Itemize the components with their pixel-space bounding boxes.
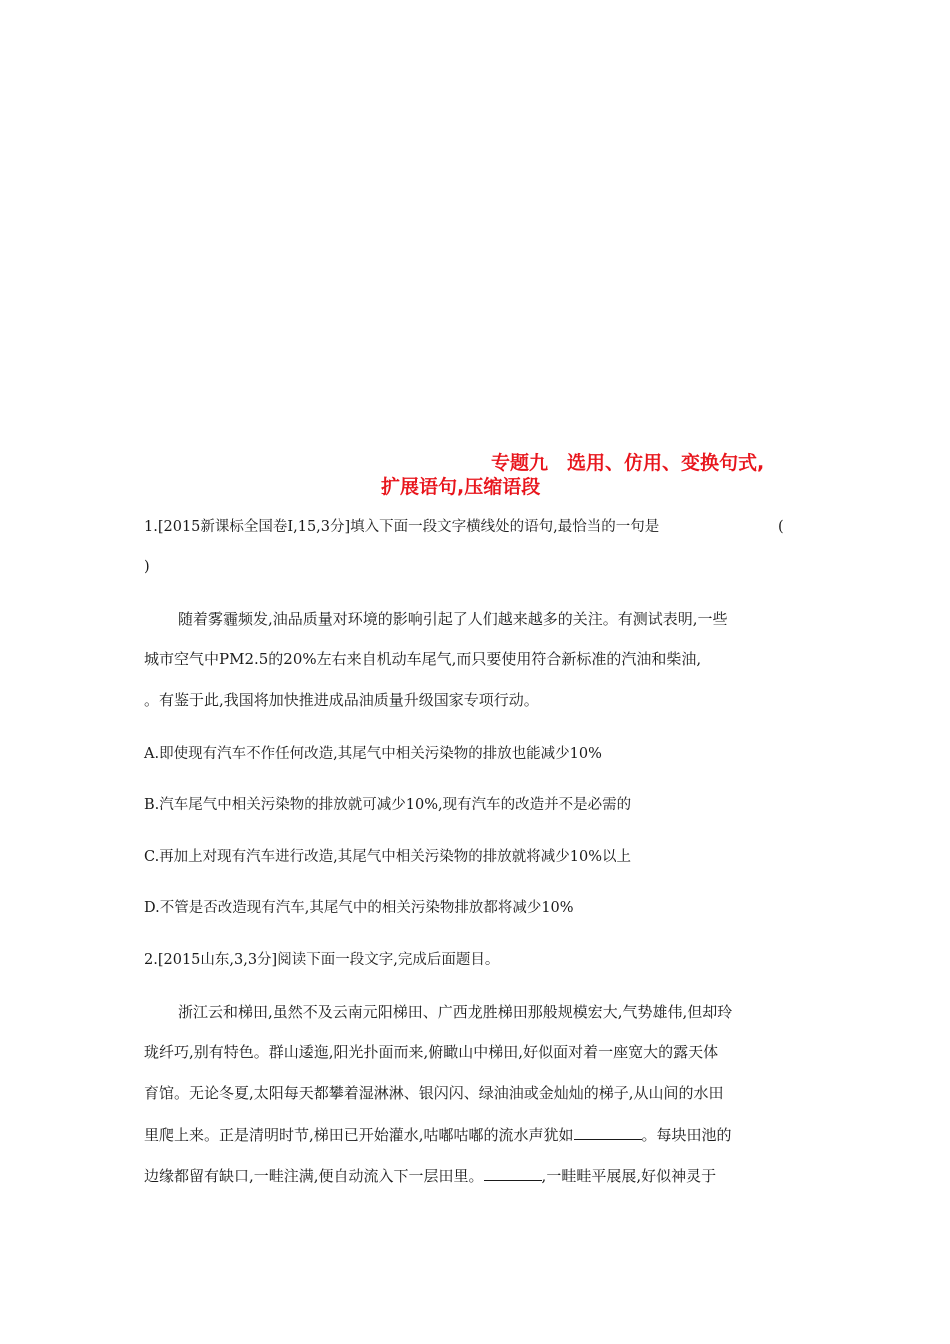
question-2-passage-line: 珑纤巧,别有特色。群山逶迤,阳光扑面而来,俯瞰山中梯田,好似面对着一座宽大的露天体: [144, 1043, 719, 1061]
answer-paren-close: ): [144, 559, 150, 575]
option-a: A.即使现有汽车不作任何改造,其尾气中相关污染物的排放也能减少10%: [144, 746, 602, 762]
question-2-passage-line: 育馆。无论冬夏,太阳每天都攀着湿淋淋、银闪闪、绿油油或金灿灿的梯子,从山间的水田: [144, 1084, 724, 1102]
question-1-passage-line: 城市空气中PM2.5的20%左右来自机动车尾气,而只要使用符合新标准的汽油和柴油,: [144, 650, 702, 668]
passage-text: 边缘都留有缺口,一畦注满,便自动流入下一层田里。: [144, 1167, 484, 1185]
question-1-stem: 1.[2015新课标全国卷Ⅰ,15,3分]填入下面一段文字横线处的语句,最恰当的一句是: [144, 519, 660, 535]
passage-text: 。每块田池的: [641, 1126, 732, 1144]
answer-paren-open: (: [778, 519, 784, 535]
fill-in-blank-1: [574, 1123, 642, 1140]
page-title-line-2: 扩展语句,压缩语段: [381, 476, 541, 498]
question-2-passage-line: [144, 1164, 716, 1186]
option-c: C.再加上对现有汽车进行改造,其尾气中相关污染物的排放就将减少10%以上: [144, 849, 632, 865]
passage-text: 里爬上来。正是清明时节,梯田已开始灌水,咕嘟咕嘟的流水声犹如: [144, 1126, 574, 1144]
page-title-line-1: 专题九 选用、仿用、变换句式,: [491, 452, 765, 474]
option-b: B.汽车尾气中相关污染物的排放就可减少10%,现有汽车的改造并不是必需的: [144, 797, 632, 813]
passage-text: ,一畦畦平展展,好似神灵于: [541, 1167, 717, 1185]
question-1-passage-line: 随着雾霾频发,油品质量对环境的影响引起了人们越来越多的关注。有测试表明,一些: [178, 610, 728, 628]
question-2-stem: 2.[2015山东,3,3分]阅读下面一段文字,完成后面题目。: [144, 952, 500, 968]
fill-in-blank-2: [484, 1164, 542, 1181]
option-d: D.不管是否改造现有汽车,其尾气中的相关污染物排放都将减少10%: [144, 900, 574, 916]
question-2-passage-line: 浙江云和梯田,虽然不及云南元阳梯田、广西龙胜梯田那般规模宏大,气势雄伟,但却玲: [178, 1003, 733, 1021]
question-2-passage-line: [144, 1123, 732, 1145]
question-1-passage-line: 。有鉴于此,我国将加快推进成品油质量升级国家专项行动。: [144, 691, 539, 709]
